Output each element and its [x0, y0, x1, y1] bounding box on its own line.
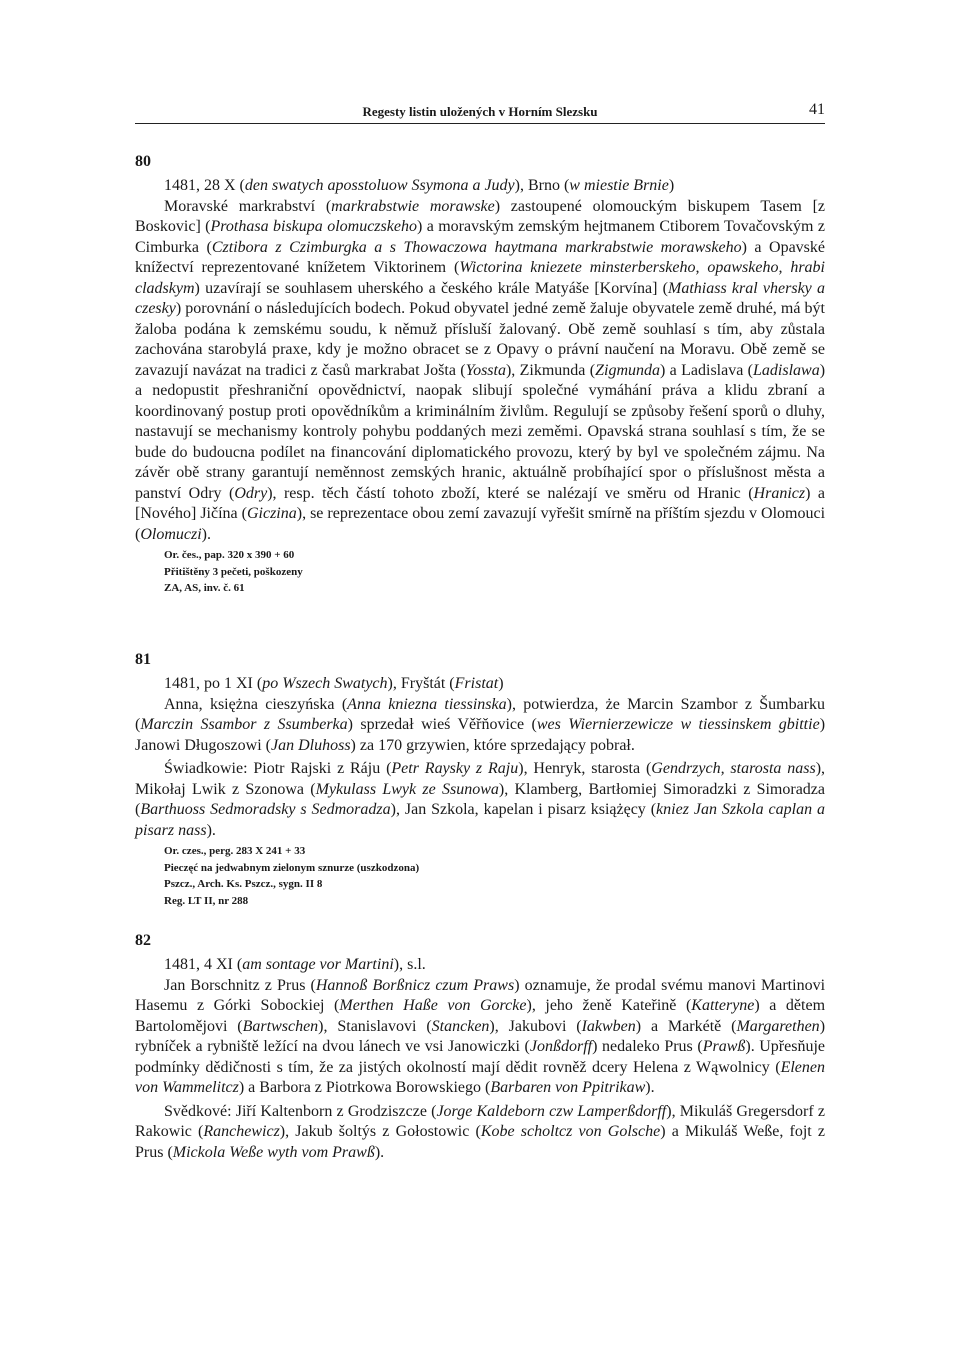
original-form-text: kniez Jan Szkola caplan a pisarz nass	[135, 801, 826, 839]
text-segment: ) a Ladislava (	[660, 361, 754, 379]
text-segment: Moravské markrabství (	[164, 197, 332, 215]
original-form-text: Margarethen	[736, 1017, 820, 1035]
entry-body	[135, 976, 825, 1164]
text-segment: ), se reprezentace obou zemí zavazují vyřešit smírně na příštím sjezdu v Olomouci (	[135, 505, 826, 543]
text-segment: ) rybníček a rybniště ležící na dvou lánech ve vsi Janowiczki (	[135, 1017, 826, 1055]
text-segment: ), potwierdza, że Marcin Szambor z Šumbarku (	[135, 695, 826, 733]
original-form-text: Mickola Weße wyth vom Prawß	[172, 1143, 375, 1161]
text-segment: ) nedaleko Prus (	[592, 1038, 703, 1055]
text-segment: ). Upřesňuje podmínky dědičnosti s tím, že za jistých okolností mají dědit rovněž dcery Helena z Wąwolnicy (	[135, 1038, 826, 1076]
regest-paragraph	[135, 1102, 825, 1164]
original-form-text: markrabstwie morawske	[331, 197, 495, 215]
text-segment: ) a Barbora z Piotrkowa Borowskiego (	[238, 1079, 491, 1096]
regest-paragraph	[135, 976, 825, 1099]
page-number: 41	[809, 101, 825, 118]
text-segment: ), Stanislavovi (	[318, 1017, 432, 1035]
text-segment: Jan Borschnitz z Prus (	[164, 976, 316, 994]
original-form-text: Odry	[234, 484, 268, 502]
text-segment: )	[498, 675, 504, 692]
text-segment: 1481, 4 XI (	[164, 956, 243, 973]
text-segment: ).	[645, 1079, 655, 1096]
archival-note-line: Reg. LT II, nr 288	[164, 894, 249, 907]
regest-paragraph	[135, 759, 825, 841]
text-segment: ), Mikołaj Lwik z Szonowa (	[135, 760, 826, 798]
regest-entry-81	[135, 650, 825, 909]
original-form-text: Prothasa biskupa olomuczskeho	[210, 218, 417, 235]
text-segment: 1481, po 1 XI (	[164, 675, 263, 692]
original-form-text: Marczin Ssambor z Ssumberka	[140, 716, 348, 733]
text-segment: ), Brno (	[514, 177, 570, 194]
original-form-text: Ladislawa	[753, 361, 820, 379]
text-segment: Svědkové: Jiří Kaltenborn z Grodziszcze (	[164, 1102, 437, 1120]
text-segment: ).	[206, 821, 216, 839]
original-form-text: Kobe scholtcz von Golsche	[480, 1123, 661, 1140]
archival-note-line: Pieczęć na jedwabnym zielonym sznurze (uszkodzona)	[164, 861, 420, 874]
original-form-text: Hannoß Borßnicz czum Praws	[315, 976, 515, 994]
text-segment: ) a Markétě (	[635, 1017, 737, 1035]
original-form-text: Prawß	[702, 1038, 746, 1055]
original-form-text: Zigmunda	[595, 361, 660, 379]
archival-note-line: Přitištěny 3 pečeti, poškozeny	[164, 565, 303, 578]
text-segment: ), Fryštát (	[387, 675, 455, 692]
text-segment: ) Janowi Długoszowi (	[135, 716, 826, 754]
original-form-text: Katteryne	[691, 997, 755, 1014]
text-segment: ) oznamuje, že prodal svému manovi Martinovi Hasemu z Górki Sobockiej (	[135, 976, 826, 1014]
text-segment: ) a [Nového] Jičína (	[135, 484, 825, 522]
original-form-text: Bartwschen	[242, 1017, 319, 1035]
original-form-text: po Wszech Swatych	[262, 675, 388, 692]
text-segment: ), resp. těch částí tohoto zboží, které se nalézají ve směru od Hranic (	[267, 484, 754, 502]
entry-number: 81	[135, 651, 151, 668]
text-segment: ) a Opavské knížectví reprezentované knížetem Viktorinem (	[135, 238, 826, 276]
running-header	[135, 101, 825, 124]
original-form-text: Jonßdorff	[529, 1038, 593, 1055]
regest-paragraph	[135, 695, 825, 757]
text-segment: ) sprzedał wieś Věřňovice (	[347, 716, 537, 733]
text-segment: ), Mikuláš Gregersdorf z Rakowic (	[135, 1102, 825, 1140]
text-segment: ), Jakubovi (	[489, 1017, 582, 1035]
original-form-text: wes Wiernierzewicze w tiessinskem gbittie	[536, 716, 820, 733]
original-form-text: Merthen Haße von Gorcke	[339, 997, 527, 1014]
entry-body	[135, 695, 825, 842]
original-form-text: Anna kniezna tiessinska	[347, 695, 507, 713]
text-segment: ), Jakub šoltýs z Gołostowic (	[279, 1123, 481, 1140]
original-form-text: Olomuczi	[140, 525, 202, 543]
archival-notes	[135, 547, 825, 597]
original-form-text: Jorge Kaldeborn czw Lamperßdorff	[436, 1102, 667, 1120]
original-form-text: Yossta	[465, 361, 506, 379]
original-form-text: Hranicz	[753, 484, 806, 502]
entry-dateline	[135, 176, 825, 197]
text-segment: ) uzavírají se souhlasem uherského a českého krále Matyáše [Korvína] (	[194, 279, 668, 297]
original-form-text: Iakwben	[581, 1017, 636, 1035]
text-segment: )	[668, 177, 675, 194]
text-segment: ) a Mikuláš Weße, fojt z Prus (	[135, 1123, 826, 1161]
original-form-text: den swatych aposstoluow Ssymona a Judy	[244, 177, 515, 194]
original-form-text: Stancken	[431, 1017, 490, 1035]
original-form-text: Gendrzych, starosta nass	[651, 760, 816, 777]
text-segment: ), Klamberg, Bartłomiej Simoradzki z Simoradza (	[135, 780, 825, 818]
regest-paragraph	[135, 197, 825, 546]
text-segment: Anna, księżna cieszyńska (	[164, 695, 348, 713]
original-form-text: Wictorina kniezete minsterberskeho, opawskeho, hrabi cladskym	[135, 259, 825, 297]
original-form-text: Barbaren von Ppitrikaw	[490, 1079, 646, 1096]
entry-dateline	[135, 674, 825, 695]
text-segment: ) za 170 grzywien, które sprzedający pobrał.	[350, 736, 635, 754]
original-form-text: Giczina	[246, 505, 297, 522]
original-form-text: Elenen von Wammelitcz	[135, 1058, 825, 1096]
archival-note-line: Or. czes., perg. 283 X 241 + 33	[164, 845, 306, 857]
text-segment: ), s.l.	[393, 956, 426, 973]
regest-entry-82	[135, 931, 825, 1165]
text-segment: ) porovnání o následujících bodech. Pokud obyvatel jedné země žaluje obyvatele země druhé, má být žaloba podána k zemskému soudu, k němuž přísluší žalovaný. Obě země souhlasí s tím, aby zůstala zachována starobylá praxe, kdy je možno obracet se z Opavy o právní naučení na Moravu. Obě země se zavazují navázat na tradici z časů markrabat Jošta (	[135, 300, 825, 379]
original-form-text: Jan Dluhoss	[270, 736, 351, 754]
original-form-text: Fristat	[454, 675, 499, 692]
original-form-text: Cztibora z Czimburgka a s Thowaczowa haytmana markrabstwie morawskeho	[211, 238, 742, 256]
entry-number: 82	[135, 932, 151, 949]
text-segment: ), jeho ženě Kateřině (	[526, 997, 692, 1014]
archival-notes	[135, 843, 825, 909]
text-segment: ), Henryk, starosta (	[518, 760, 652, 777]
archival-note-line: ZA, AS, inv. č. 61	[164, 582, 245, 594]
text-segment: ), Zikmunda (	[505, 361, 596, 379]
entry-dateline	[135, 955, 825, 976]
header-title: Regesty listin uložených v Horním Slezsku	[362, 104, 598, 119]
original-form-text: w miestie Brnie	[569, 177, 669, 194]
entry-body	[135, 197, 825, 546]
text-segment: 1481, 28 X (	[164, 177, 245, 194]
regest-entry-80	[135, 152, 825, 597]
text-segment: ) zastoupené olomouckým biskupem Tasem [z Boskovic] (	[135, 197, 826, 235]
original-form-text: Mykulass Lwyk ze Ssunowa	[315, 780, 499, 798]
text-segment: Świadkowie: Piotr Rajski z Ráju (	[164, 760, 392, 777]
archival-note-line: Pszcz., Arch. Ks. Pszcz., sygn. II 8	[164, 878, 323, 890]
entry-number: 80	[135, 153, 151, 170]
text-segment: ), Jan Szkola, kapelan i pisarz książęcy (	[390, 801, 657, 818]
text-segment: ).	[201, 525, 211, 543]
original-form-text: Barthuoss Sedmoradsky s Sedmoradza	[140, 801, 391, 818]
text-segment: ) a moravským zemským hejtmanem Ctiborem Tovačovským z Cimburka (	[135, 218, 825, 256]
text-segment: ) a dětem Bartolomějovi (	[135, 997, 826, 1035]
original-form-text: Petr Raysky z Raju	[391, 760, 519, 777]
text-segment: ) a nedopustit přeshraniční opovědnictví, naopak slibují společné vymáhání práva a klidu zbraní a koordinovaný postup proti opovědníkům a kriminálním živlům. Regulují se způsoby řešení sporů o dluhy, nastavují se mechanismy kontroly pohybu poddaných mezi zeměmi. Opavská strana souhlasí s tím, že se bude do budoucna podílet na financování diplomatického provozu, který by byl ve společném zájmu. Na závěr obě strany garantují neměnnost zemských hranic, aktuálně probíhající spor o příslušnost města a panství Odry (	[135, 361, 826, 502]
original-form-text: am sontage vor Martini	[242, 956, 394, 973]
text-segment: ).	[374, 1143, 385, 1161]
original-form-text: Ranchewicz	[203, 1123, 280, 1140]
original-form-text: Mathiass kral vhersky a czesky	[135, 279, 825, 317]
archival-note-line: Or. čes., pap. 320 x 390 + 60	[164, 549, 295, 561]
